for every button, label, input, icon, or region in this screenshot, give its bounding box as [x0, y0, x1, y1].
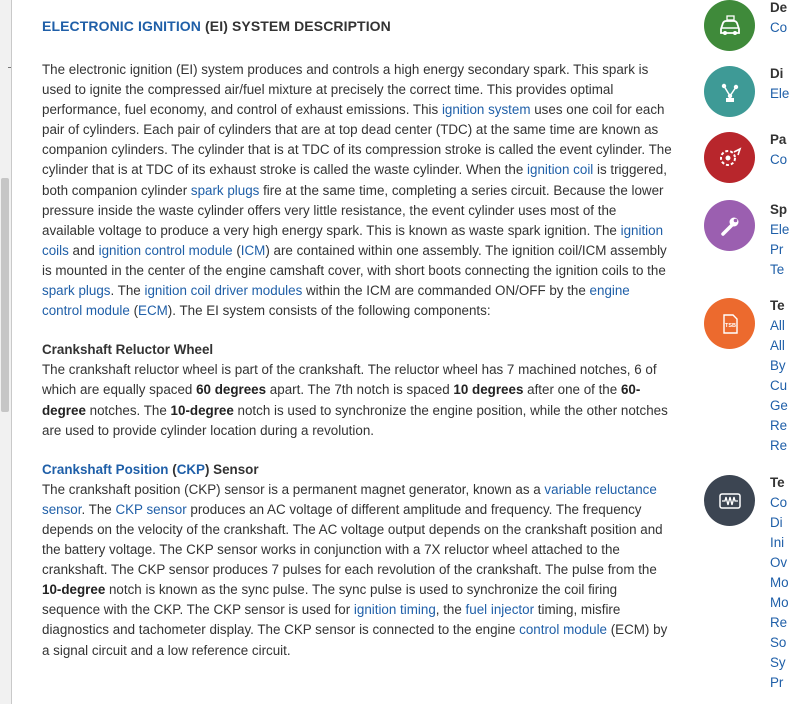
- reluctor-heading: Crankshaft Reluctor Wheel: [42, 342, 214, 358]
- card-link[interactable]: Cu: [770, 378, 788, 393]
- inline-link[interactable]: control module: [519, 622, 607, 638]
- inline-link[interactable]: ECM: [138, 303, 168, 319]
- card-link[interactable]: By: [770, 358, 786, 373]
- card-link[interactable]: All: [770, 318, 785, 333]
- card-link[interactable]: Ge: [770, 398, 788, 413]
- card-circle: [704, 298, 755, 349]
- text-run: notch is known as the sync pulse. The sync pulse is used to synchronize the coil firing sequence with the CKP. The CKP sensor is used for: [42, 582, 618, 618]
- inline-link[interactable]: fuel injector: [465, 602, 535, 618]
- card-link[interactable]: Ele: [770, 222, 789, 237]
- card-link[interactable]: Co: [770, 20, 788, 35]
- ckp-paragraph: [42, 480, 672, 661]
- card-link[interactable]: Pr: [770, 675, 784, 690]
- card-circle: [704, 132, 755, 183]
- text-run: is triggered, both companion cylinder: [42, 162, 667, 198]
- inline-link[interactable]: ignition control module: [98, 242, 233, 258]
- diagram-icon: [717, 79, 743, 105]
- inline-link[interactable]: spark plugs: [190, 182, 260, 198]
- card-link[interactable]: Re: [770, 418, 788, 433]
- card-link[interactable]: Ele: [770, 86, 789, 101]
- scrollbar-thumb[interactable]: [1, 178, 9, 412]
- bold-text: 60 degrees: [196, 382, 267, 398]
- wrench-icon: [717, 213, 743, 239]
- text-run: ) Sensor: [204, 461, 259, 477]
- inline-link[interactable]: Crankshaft Position: [42, 461, 169, 477]
- left-scrollbar[interactable]: [0, 0, 12, 704]
- ckp-heading: [42, 460, 672, 480]
- text-run: The crankshaft position (CKP) sensor is a permanent magnet generator, known as a: [42, 481, 545, 497]
- card-title: Te: [770, 298, 785, 313]
- card-title: Di: [770, 66, 784, 81]
- card-link[interactable]: Mo: [770, 575, 789, 590]
- card-title: De: [770, 0, 788, 15]
- inline-link[interactable]: ignition system: [441, 102, 531, 118]
- card-link[interactable]: Ini: [770, 535, 785, 550]
- inline-link[interactable]: variable reluctance sensor: [42, 481, 657, 517]
- waveform-icon: [717, 488, 743, 514]
- car-icon: [717, 13, 743, 39]
- text-run: within the ICM are commanded ON/OFF by the: [302, 283, 590, 299]
- bold-text: 10-degree: [170, 402, 234, 418]
- text-run: fire at the same time, completing a series circuit. Because the lower pressure inside the waste cylinder offers very little resistance, the event cylinder uses most of the available voltage to produce a very high energy spark. This is known as waste spark ignition. The: [42, 182, 664, 238]
- text-run: and: [68, 242, 99, 258]
- reluctor-paragraph: [42, 360, 672, 440]
- article: [42, 16, 672, 680]
- card-circle: [704, 200, 755, 251]
- card-link[interactable]: Co: [770, 495, 788, 510]
- card-circle: [704, 66, 755, 117]
- card-title: Pa: [770, 132, 787, 147]
- text-run: The electronic ignition (EI) system produces and controls a high energy secondary spark. This spark is used to ignite the compressed air/fuel mixture at precisely the correct time. This provides optimal performance, fuel economy, and control of exhaust emissions. This: [42, 62, 649, 118]
- inline-link[interactable]: CKP: [176, 461, 205, 477]
- text-run: (: [129, 303, 139, 319]
- card-link[interactable]: Ov: [770, 555, 788, 570]
- reluctor-section: [42, 340, 672, 440]
- text-run: (: [232, 242, 241, 258]
- gutter-tick: [8, 67, 11, 68]
- text-run: . The: [110, 283, 145, 299]
- tsb-icon: [717, 311, 743, 337]
- intro-paragraph: [42, 60, 672, 321]
- text-run: ). The EI system consists of the following components:: [167, 303, 491, 319]
- inline-link[interactable]: CKP sensor: [115, 501, 187, 517]
- card-link[interactable]: Re: [770, 438, 788, 453]
- title-link[interactable]: ELECTRONIC IGNITION: [42, 18, 202, 34]
- card-circle: [704, 475, 755, 526]
- text-run: after one of the: [523, 382, 621, 398]
- bold-text: 60-degree: [42, 382, 641, 418]
- tsb-badge-text: TSB: [724, 322, 736, 329]
- bold-text: 10 degrees: [453, 382, 524, 398]
- card-circle: [704, 0, 755, 51]
- inline-link[interactable]: spark plugs: [42, 283, 111, 299]
- text-run: produces an AC voltage of different amplitude and frequency. The frequency depends on the velocity of the crankshaft. The AC voltage output depends on the crankshaft position and the battery voltage. The CKP sensor works in conjunction with a 7X reluctor wheel attached to the crankshaft. The CKP sensor produces 7 pulses for each revolution of the crankshaft. The pulse from the: [42, 501, 663, 578]
- gear-icon: [717, 145, 743, 171]
- card-link[interactable]: Co: [770, 152, 788, 167]
- card-link[interactable]: Mo: [770, 595, 789, 610]
- card-title: Te: [770, 475, 785, 490]
- card-title: Sp: [770, 202, 788, 217]
- text-run: , the: [435, 602, 466, 618]
- sidebar: [704, 0, 789, 704]
- inline-link[interactable]: ignition timing: [353, 602, 436, 618]
- text-run: notches. The: [85, 402, 171, 418]
- text-run: ) are contained within one assembly. The ignition coil/ICM assembly is mounted in the center of the engine camshaft cover, with short boots connecting the ignition coils to the: [42, 242, 667, 278]
- inline-link[interactable]: engine control module: [42, 283, 630, 319]
- card-link[interactable]: Sy: [770, 655, 786, 670]
- page-title: [42, 16, 672, 36]
- text-run: timing, misfire diagnostics and tachometer display. The CKP sensor is connected to the engine: [42, 602, 621, 638]
- card-link[interactable]: Di: [770, 515, 783, 530]
- bold-text: 10-degree: [42, 582, 106, 598]
- text-run: . The: [81, 501, 116, 517]
- card-link[interactable]: Re: [770, 615, 788, 630]
- ckp-section: [42, 460, 672, 661]
- text-run: apart. The 7th notch is spaced: [266, 382, 454, 398]
- inline-link[interactable]: ignition coil driver modules: [144, 283, 303, 299]
- card-link[interactable]: So: [770, 635, 787, 650]
- card-link[interactable]: All: [770, 338, 785, 353]
- text-run: (: [168, 461, 177, 477]
- inline-link[interactable]: ICM: [240, 242, 266, 258]
- inline-link[interactable]: ignition coil: [527, 162, 594, 178]
- text-run: (ECM) by a signal circuit and a low reference circuit.: [42, 622, 668, 658]
- card-link[interactable]: Te: [770, 262, 785, 277]
- inline-link[interactable]: ignition coils: [42, 222, 664, 258]
- text-run: notch is used to synchronize the engine position, while the other notches are used to provide cylinder location during a revolution.: [42, 402, 668, 438]
- card-link[interactable]: Pr: [770, 242, 784, 257]
- text-run: uses one coil for each pair of cylinders. Each pair of cylinders that are at top dead center (TDC) at the same time are known as companion cylinders. The cylinder that is at TDC of its compression stroke is called the event cylinder. The cylinder that is at TDC of its exhaust stroke is called the waste cylinder. When the: [42, 102, 672, 178]
- title-rest: (EI) SYSTEM DESCRIPTION: [201, 18, 391, 34]
- text-run: The crankshaft reluctor wheel is part of the crankshaft. The reluctor wheel has 7 machined notches, 6 of which are equally spaced: [42, 362, 657, 398]
